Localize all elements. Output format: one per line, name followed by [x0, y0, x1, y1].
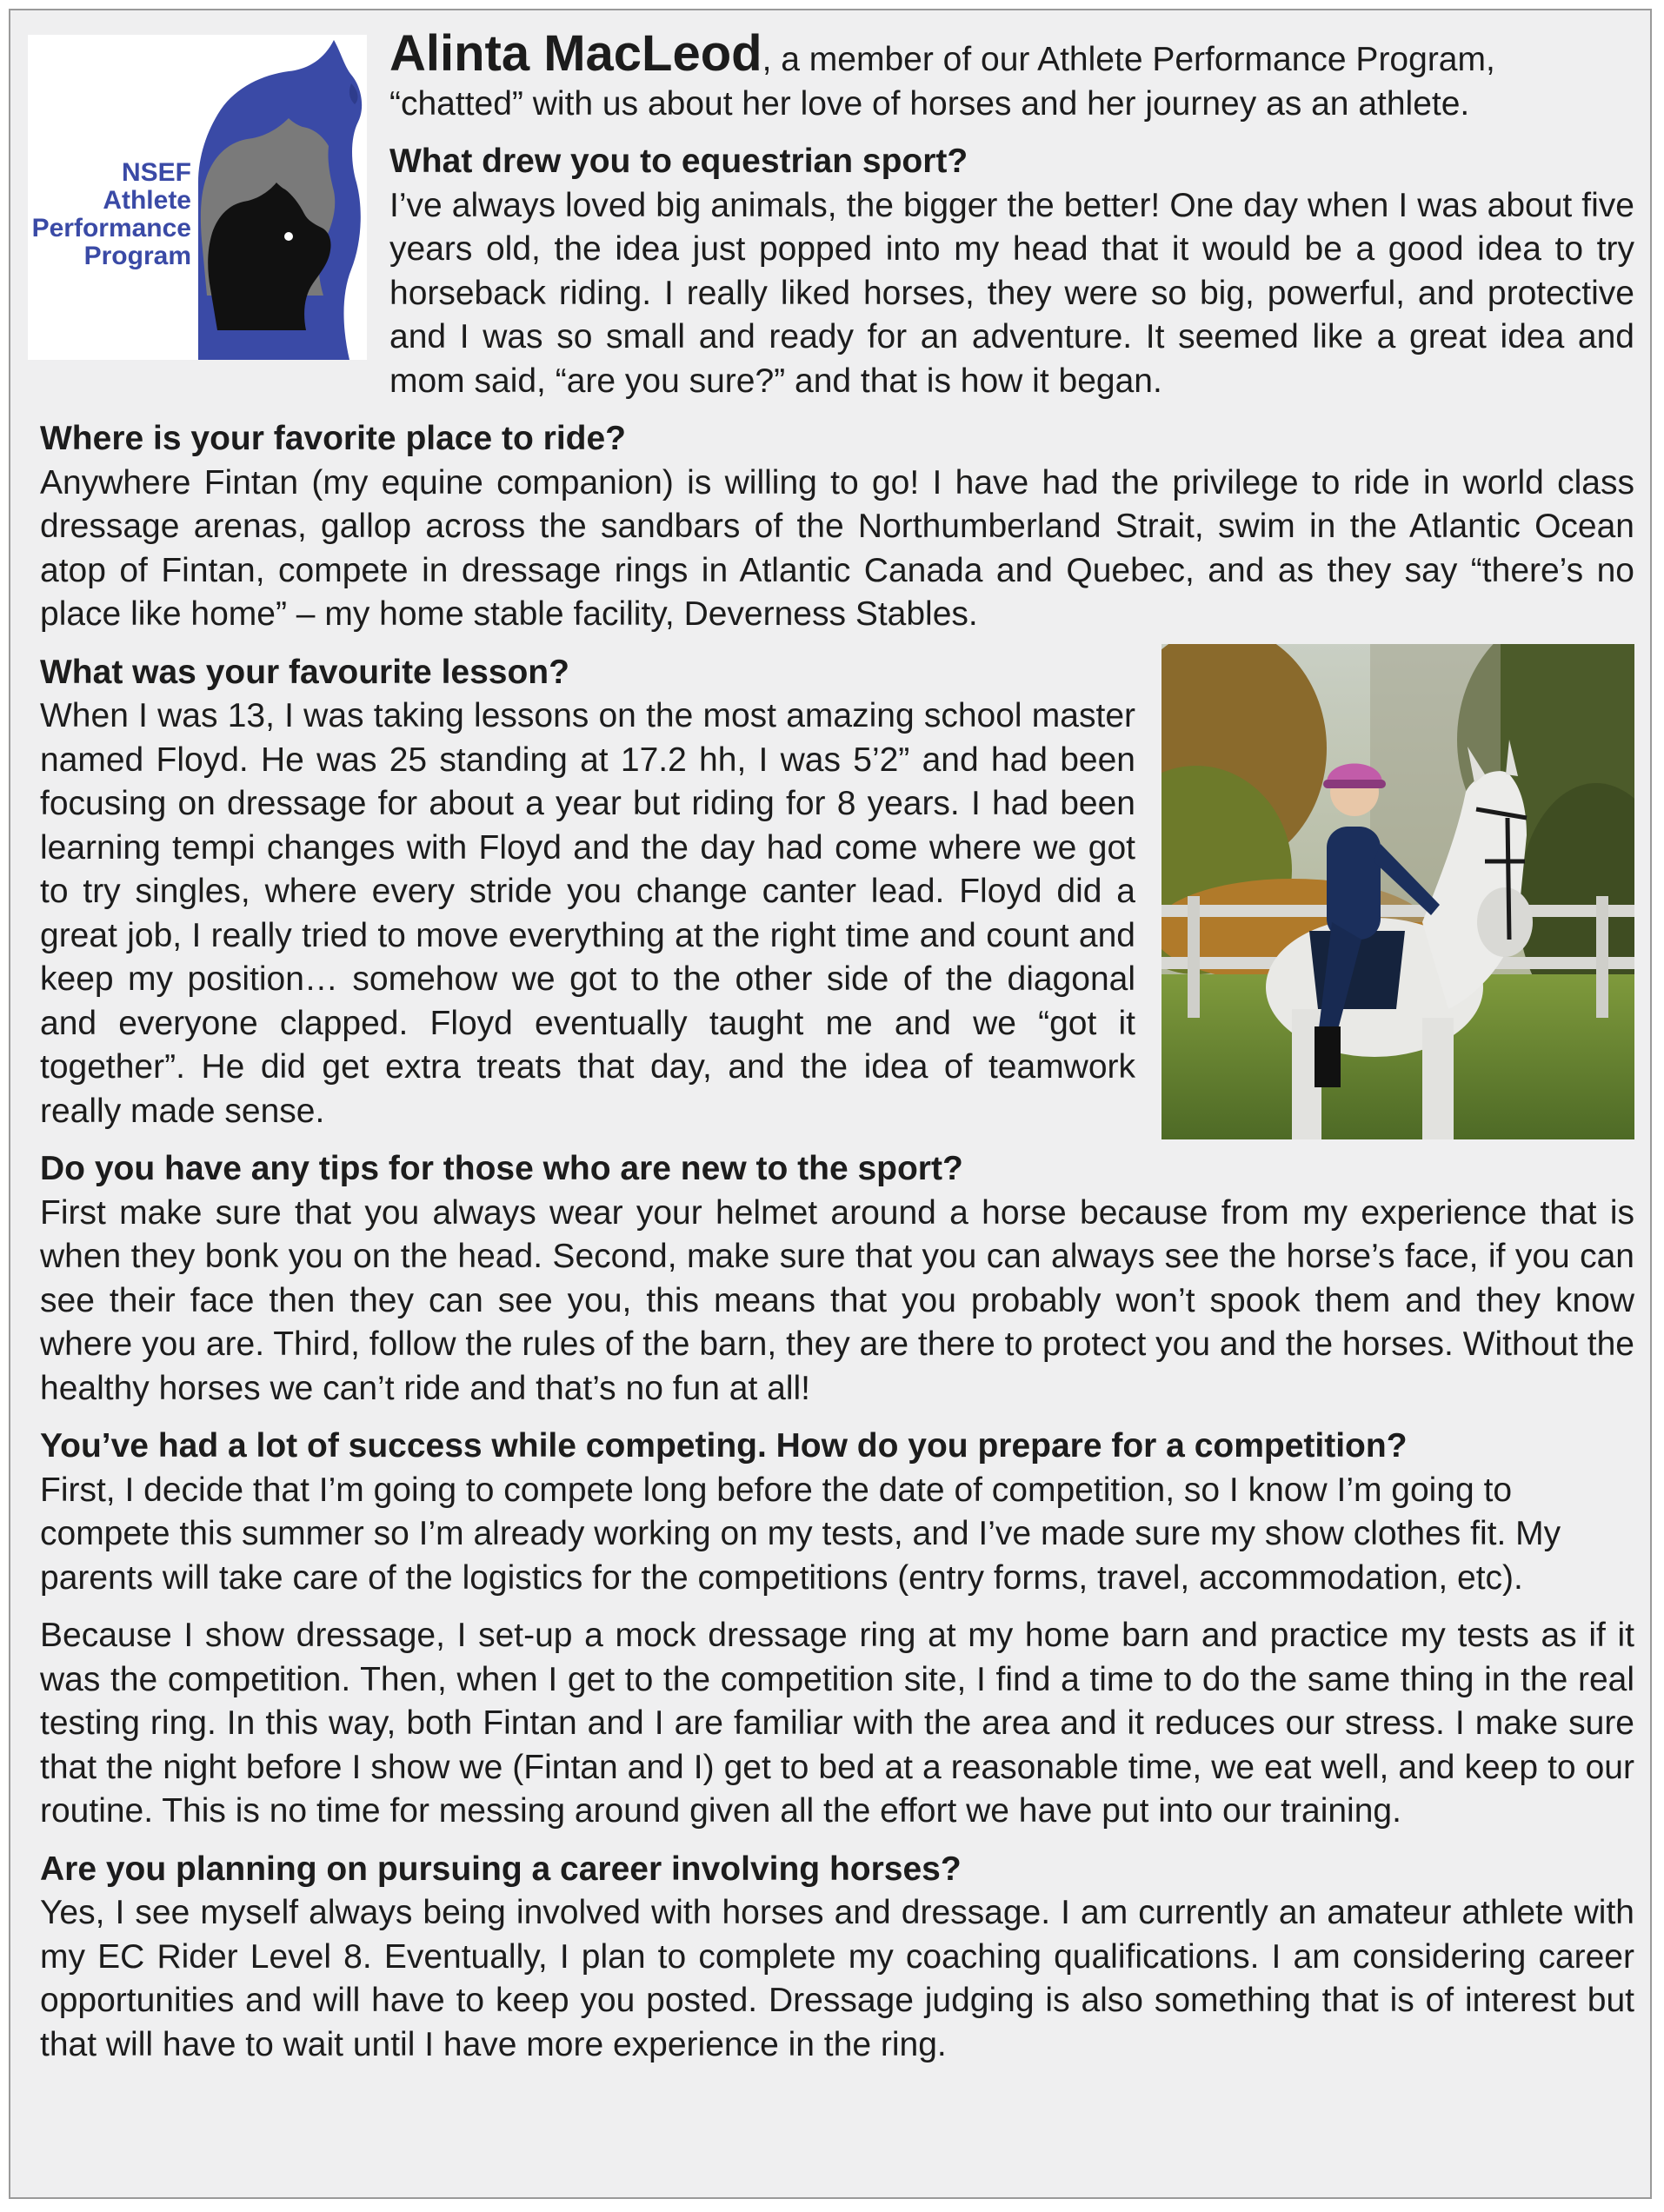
rider-on-horse-photo-icon — [1161, 644, 1634, 1139]
logo-line-3: Performance — [31, 214, 191, 242]
question-4: Do you have any tips for those who are new to the sport? — [40, 1150, 963, 1187]
nsef-logo — [28, 35, 367, 360]
rider-photo — [1161, 644, 1634, 1139]
horse-heads-logo-icon — [28, 35, 367, 360]
logo-line-1: NSEF — [121, 158, 191, 187]
athlete-name: Alinta MacLeod — [389, 25, 762, 82]
question-6: Are you planning on pursuing a career involving horses? — [40, 1850, 962, 1888]
logo-line-2: Athlete — [103, 186, 191, 215]
answer-5: First, I decide that I’m going to compete long before the date of competition, so I know I’m going to compete this summer so I’m already working on my tests, and I’ve made sure my show clothes fit. My parents will take care of the logistics for the competitions (entry forms, travel, accommodation, etc). — [40, 1471, 1561, 1597]
intro-text: , a member of our Athlete Performance Program, “chatted” with us about her love of horses and her journey as an athlete. — [389, 41, 1495, 123]
article-frame — [9, 9, 1652, 2199]
question-3: What was your favourite lesson? — [40, 653, 569, 691]
answer-1: I’ve always loved big animals, the bigger the better! One day when I was about five years old, the idea just popped into my head that it would be a good idea to try horseback riding. I really liked horses, they were so big, powerful, and protective and I was so small and ready for an adventure. It seemed like a great idea and mom said, “are you sure?” and that is how it began. — [389, 186, 1634, 400]
article-content — [31, 25, 1634, 2067]
answer-4: First make sure that you always wear your helmet around a horse because from my experience that is when they bonk you on the head. Second, make sure that you can always see the horse’s face, if you can see their face then they can see you, this means that you probably won’t spook them and they know where you are. Third, follow the rules of the barn, they are there to protect you and the horses. Without the healthy horses we can’t ride and that’s no fun at all! — [40, 1193, 1634, 1407]
answer-6: Yes, I see myself always being involved with horses and dressage. I am currently an amateur athlete with my EC Rider Level 8. Eventually, I plan to complete my coaching qualifications. I am considering career opportunities and will have to keep you posted. Dressage judging is also something that is of interest but that will have to wait until I have more experience in the ring. — [40, 1894, 1634, 2063]
answer-5-continued: Because I show dressage, I set-up a mock dressage ring at my home barn and practice my tests as if it was the competition. Then, when I get to the competition site, I find a time to do the same thing in the real testing ring. In this way, both Fintan and I are familiar with the area and it reduces our stress. I make sure that the night before I show we (Fintan and I) get to bed at a reasonable time, we eat well, and keep to our routine. This is no time for messing around given all the effort we have put into our training. — [40, 1617, 1634, 1830]
answer-3: When I was 13, I was taking lessons on the most amazing school master named Floyd. He was 25 standing at 17.2 hh, I was 5’2” and had been focusing on dressage for about a year but riding for 8 years. I had been learning tempi changes with Floyd and the day had come where we got to try singles, where every stride you change canter lead. Floyd did a great job, I really tried to move everything at the right time and count and keep my position… somehow we got to the other side of the diagonal and everyone clapped. Floyd eventually taught me and we “got it together”. He did get extra treats that day, and the idea of teamwork really made sense. — [40, 697, 1135, 1130]
answer-2: Anywhere Fintan (my equine companion) is willing to go! I have had the privilege to ride in world class dressage arenas, gallop across the sandbars of the Northumberland Strait, swim in the Atlantic Ocean atop of Fintan, compete in dressage rings in Atlantic Canada and Quebec, and as they say “there’s no place like home” – my home stable facility, Deverness Stables. — [40, 463, 1634, 633]
logo-line-4: Program — [83, 242, 191, 270]
question-1: What drew you to equestrian sport? — [389, 143, 968, 180]
question-5: You’ve had a lot of success while competing. How do you prepare for a competition? — [40, 1427, 1408, 1465]
question-2: Where is your favorite place to ride? — [40, 420, 627, 457]
